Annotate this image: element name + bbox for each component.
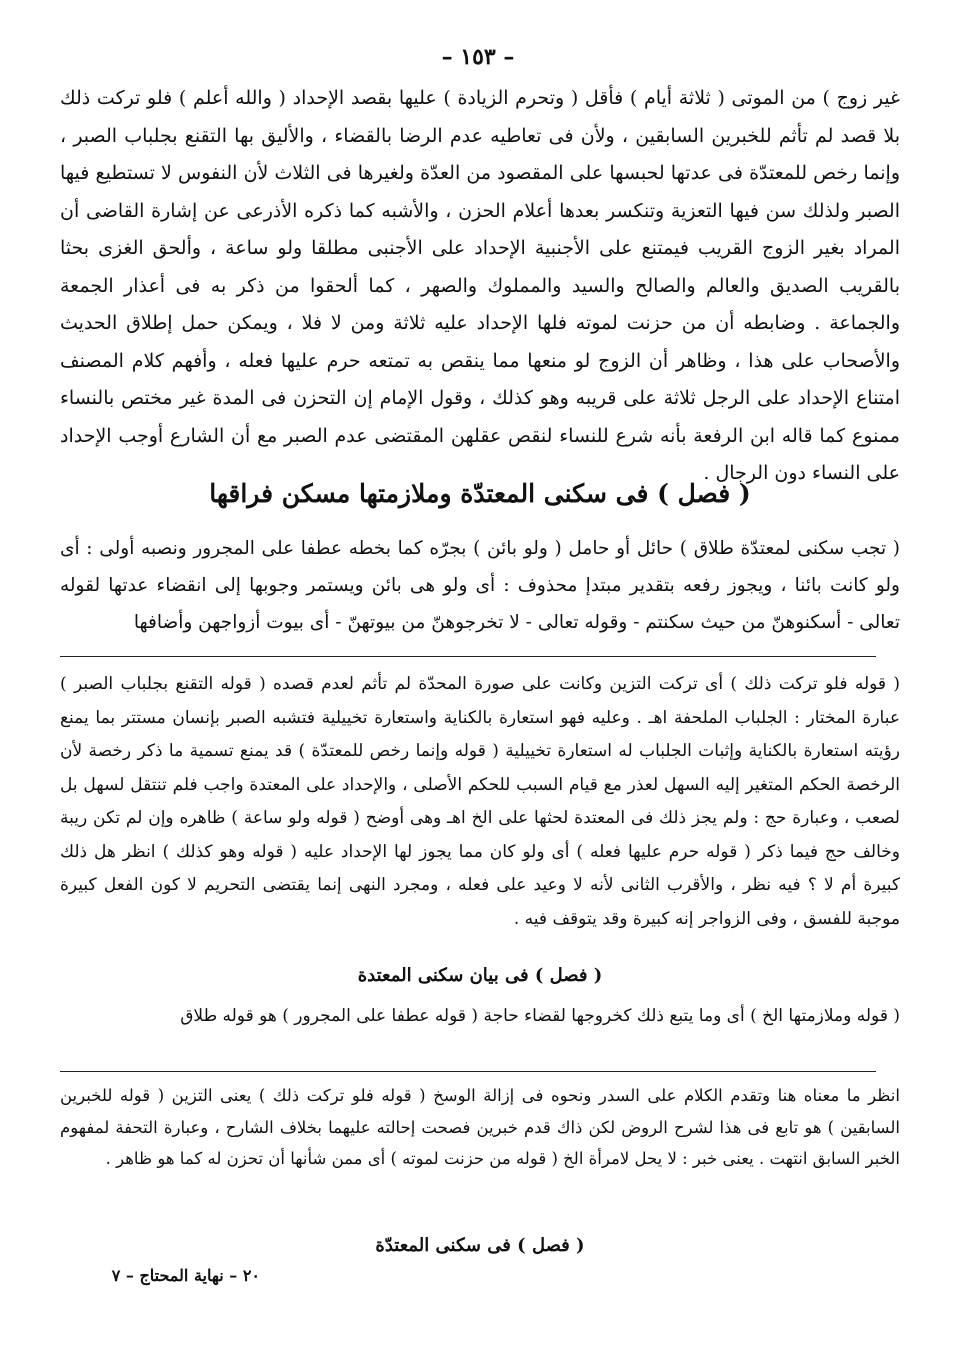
commentary-heading: ( فصل ) فى بيان سكنى المعتدة xyxy=(357,965,603,986)
commentary-text-2: ( قوله وملازمتها الخ ) أى وما يتبع ذلك كخروجها لقضاء حاجة ( قوله عطفا على المجرور ) هو قوله طلاق xyxy=(180,1006,900,1026)
section-text: ( تجب سكنى لمعتدّة طلاق ) حائل أو حامل ( ولو بائن ) بجرّه كما بخطه عطفا على المجرور ونصبه أولى : أى ولو كانت بائنا ، ويجوز رفعه بتقدير مبتدإ محذوف : أى ولو هى بائن ويستمر وجوبها إلى انقضاء عدتها لقوله تعالى - أسكنوهنّ من حيث سكنتم - وقوله تعالى - لا تخرجوهنّ من بيوتهنّ - أى بيوت أزواجهن وأضافها xyxy=(60,538,900,633)
notes-heading: ( فصل ) فى سكنى المعتدّة xyxy=(375,1235,585,1256)
divider-line xyxy=(60,656,876,657)
signature-line: ٢٠ – نهاية المحتاج – ٧ xyxy=(111,1266,260,1285)
page-number: – ١٥٣ – xyxy=(441,44,515,70)
commentary-text: ( قوله فلو تركت ذلك ) أى تركت التزين وكانت على صورة المحدّة لم تأثم لعدم قصده ( قوله التقنع بجلباب الصبر ) عبارة المختار : الجلباب الملحفة اهـ . وعليه فهو استعارة بالكناية واستعارة تخييلية فتشبه الصبر بإنسان مستتر بما يمنع رؤيته استعارة بالكناية وإثبات الجلباب له استعارة تخييلية ( قوله وإنما رخص للمعتدّة ) قد يمنع تسمية ما ذكر رخصة لأن الرخصة الحكم المتغير إليه السهل لعذر مع قيام السبب للحكم الأصلى ، والإحداد على المعتدة واجب فلم تنتقل لسهل بل لصعب ، وعبارة حج : ولم يجز ذلك فى المعتدة لحثها على الخ اهـ وهى أوضح ( قوله ولو ساعة ) ظاهره وإن لم تكن ريبة وخالف حج فيما ذكر ( قوله حرم عليها فعله ) أى ولو كان مما يجوز لها الإحداد عليه ( قوله وهو كذلك ) انظر هل ذلك كبيرة أم لا ؟ فيه نظر ، والأقرب الثانى لأنه لا وعيد على فعله ، ومجرد النهى إنما يقتضى التحريم لا كون الفعل كبيرة موجبة للفسق ، وفى الزواجر إنه كبيرة وقد يتوقف فيه . xyxy=(60,674,900,929)
notes-text: انظر ما معناه هنا وتقدم الكلام على السدر ونحوه فى إزالة الوسخ ( قوله فلو تركت ذلك ) يعنى التزين ( قوله للخبرين السابقين ) هو تابع فى هذا لشرح الروض لكن ذاك قدم خبرين فصحت إحالته عليهما بخلاف الشارح ، وعبارة التحفة لمفهوم الخبر السابق انتهت . يعنى خبر : لا يحل لامرأة الخ ( قوله من حزنت لموته ) أى ممن شأنها أن تحزن له كما هو ظاهر . xyxy=(60,1086,900,1168)
chapter-heading: ( فصل ) فى سكنى المعتدّة وملازمتها مسكن فراقها xyxy=(209,479,751,508)
main-text: غير زوج ) من الموتى ( ثلاثة أيام ) فأقل ( وتحرم الزيادة ) عليها بقصد الإحداد ( والله أعلم ) فلو تركت ذلك بلا قصد لم تأثم للخبرين السابقين ، ولأن فى تعاطيه عدم الرضا بالقضاء ، والأليق بها التقنع بجلباب الصبر ، وإنما رخص للمعتدّة فى عدتها لحبسها على المقصود من العدّة ولغيرها فى الثلاث لأن النفوس لا تستطيع فيها الصبر ولذلك سن فيها التعزية وتنكسر بعدها أعلام الحزن ، والأشبه كما ذكره الأذرعى عن إشارة القاضى أن المراد بغير الزوج القريب فيمتنع على الأجنبية الإحداد على الأجنبى مطلقا ولو ساعة ، وألحق الغزى بحثا بالقريب الصديق والعالم والصالح والسيد والمملوك والصهر ، كما ألحقوا من ذكر به فى أعذار الجمعة والجماعة . وضابطه أن من حزنت لموته فلها الإحداد عليه ثلاثة ومن لا فلا ، ويمكن حمل إطلاق الحديث والأصحاب على هذا ، وظاهر أن الزوج لو منعها مما ينقص به تمتعه حرم عليها فعله ، وأفهم كلام المصنف امتناع الإحداد على الرجل ثلاثة على قريبه وهو كذلك ، وقول الإمام إن التحزن فى المدة غير مختص بالنساء ممنوع كما قاله ابن الرفعة بأنه شرع للنساء لنقص عقلهن المقتضى عدم الصبر مع أن الشارع أوجب الإحداد على النساء دون الرجال . xyxy=(60,87,900,484)
divider-line xyxy=(60,1071,876,1072)
